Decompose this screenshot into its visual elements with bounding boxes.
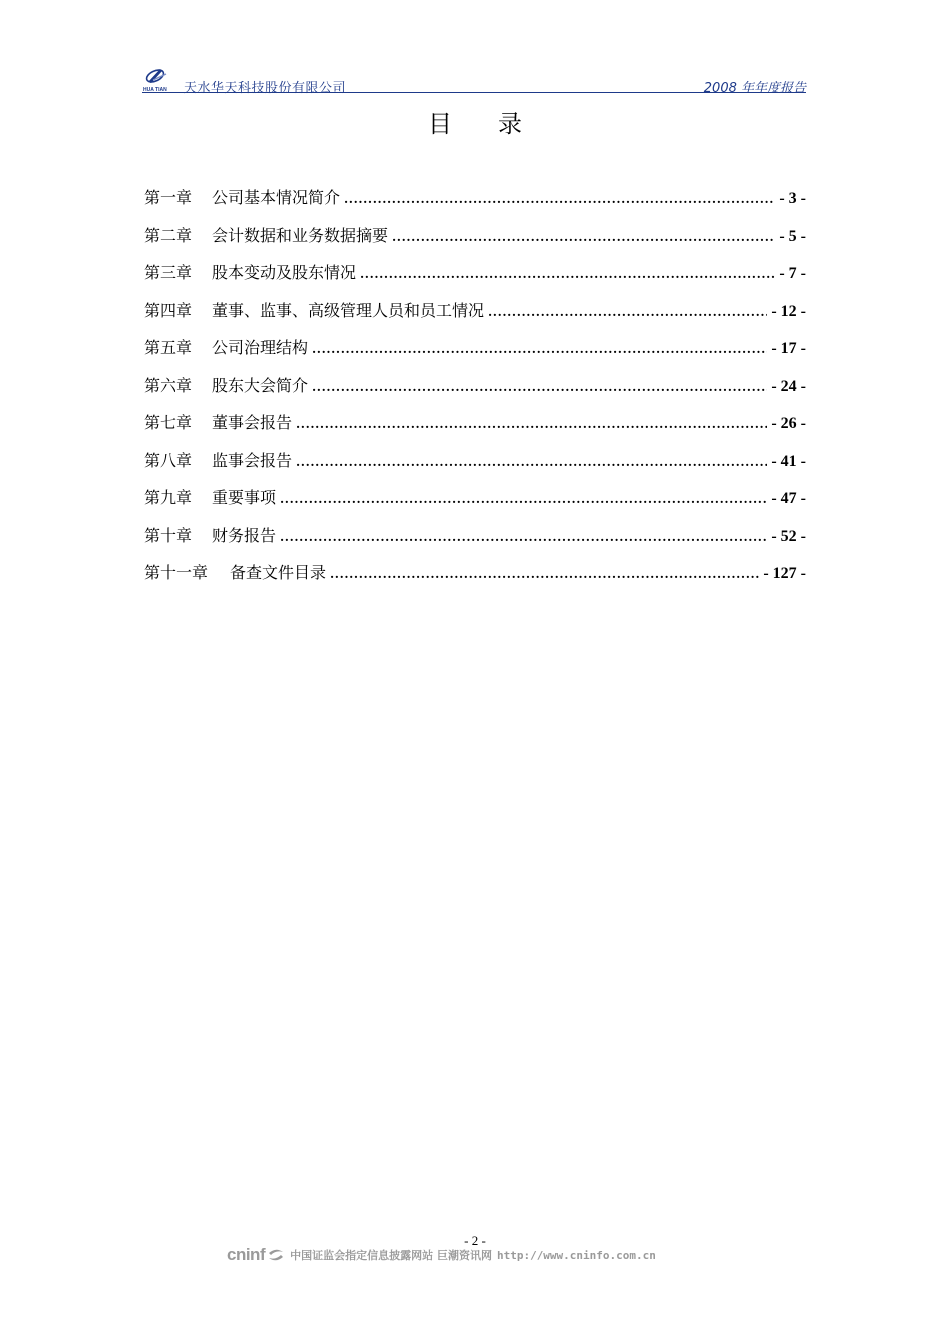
toc-entry[interactable] [144,485,806,523]
toc-title: 股东大会简介 [212,375,309,395]
toc-page: - 26 - [771,415,806,432]
toc-entry[interactable] [144,260,806,298]
toc-leader [312,342,767,356]
toc-chapter: 第三章 [144,263,193,282]
toc-chapter: 第六章 [144,375,193,395]
cninfo-brand: cninf [227,1245,266,1264]
toc-entry[interactable] [144,335,806,373]
toc-entry[interactable] [144,560,806,598]
toc-leader [392,230,775,244]
toc-leader [296,417,767,431]
toc-entry[interactable] [144,185,806,223]
company-name: 天水华天科技股份有限公司 [184,81,347,96]
toc-leader [280,492,767,506]
toc-page: - 17 - [771,340,806,357]
toc-page: - 52 - [771,527,806,545]
toc-page: - 41 - [771,452,806,470]
footer-url[interactable]: http://www.cninfo.com.cn [496,1248,656,1262]
toc-leader [344,192,775,206]
toc-leader [296,455,767,469]
svg-text:HUA TIAN: HUA TIAN [143,87,167,92]
toc-title: 监事会报告 [212,450,293,470]
page-header [142,66,806,94]
toc-chapter: 第二章 [144,225,193,245]
page-title: 目录 [428,110,568,138]
toc-leader [330,567,759,581]
toc-entry[interactable] [144,223,806,261]
toc-chapter: 第四章 [144,300,193,320]
toc-title: 会计数据和业务数据摘要 [212,225,389,245]
page-number: - 2 - [464,1233,486,1248]
table-of-contents [144,185,806,598]
page-footer [227,1245,656,1265]
toc-chapter: 第十一章 [144,563,209,582]
report-title: 2008 年年度报告 [703,81,806,96]
toc-entry[interactable] [144,298,806,336]
toc-page: - 12 - [771,302,806,320]
toc-page: - 127 - [763,565,806,582]
toc-title: 重要事项 [212,488,277,507]
cninfo-swirl-icon [267,1248,285,1262]
toc-title: 备查文件目录 [230,563,327,582]
toc-page: - 5 - [779,227,806,245]
disclosure-notice: 中国证监会指定信息披露网站 巨潮资讯网 [290,1249,492,1262]
toc-chapter: 第十章 [144,525,193,545]
header-rule [142,92,806,93]
toc-leader [280,530,767,544]
toc-page: - 7 - [779,265,806,282]
toc-leader [312,380,767,394]
toc-chapter: 第八章 [144,450,193,470]
toc-title: 财务报告 [212,525,277,545]
toc-page: - 3 - [779,190,806,207]
toc-title: 股本变动及股东情况 [212,263,357,282]
toc-entry[interactable] [144,523,806,561]
toc-chapter: 第七章 [144,413,193,432]
toc-leader [488,305,767,319]
toc-page: - 24 - [771,377,806,395]
toc-page: - 47 - [771,490,806,507]
toc-title: 董事、监事、高级管理人员和员工情况 [212,300,485,320]
toc-leader [360,267,775,281]
huatian-logo-icon [142,66,172,92]
toc-chapter: 第九章 [144,488,193,507]
toc-title: 公司治理结构 [212,338,309,357]
toc-title: 公司基本情况简介 [212,188,341,207]
toc-entry[interactable] [144,410,806,448]
toc-chapter: 第一章 [144,188,193,207]
toc-entry[interactable] [144,373,806,411]
toc-title: 董事会报告 [212,413,293,432]
toc-entry[interactable] [144,448,806,486]
toc-chapter: 第五章 [144,338,193,357]
